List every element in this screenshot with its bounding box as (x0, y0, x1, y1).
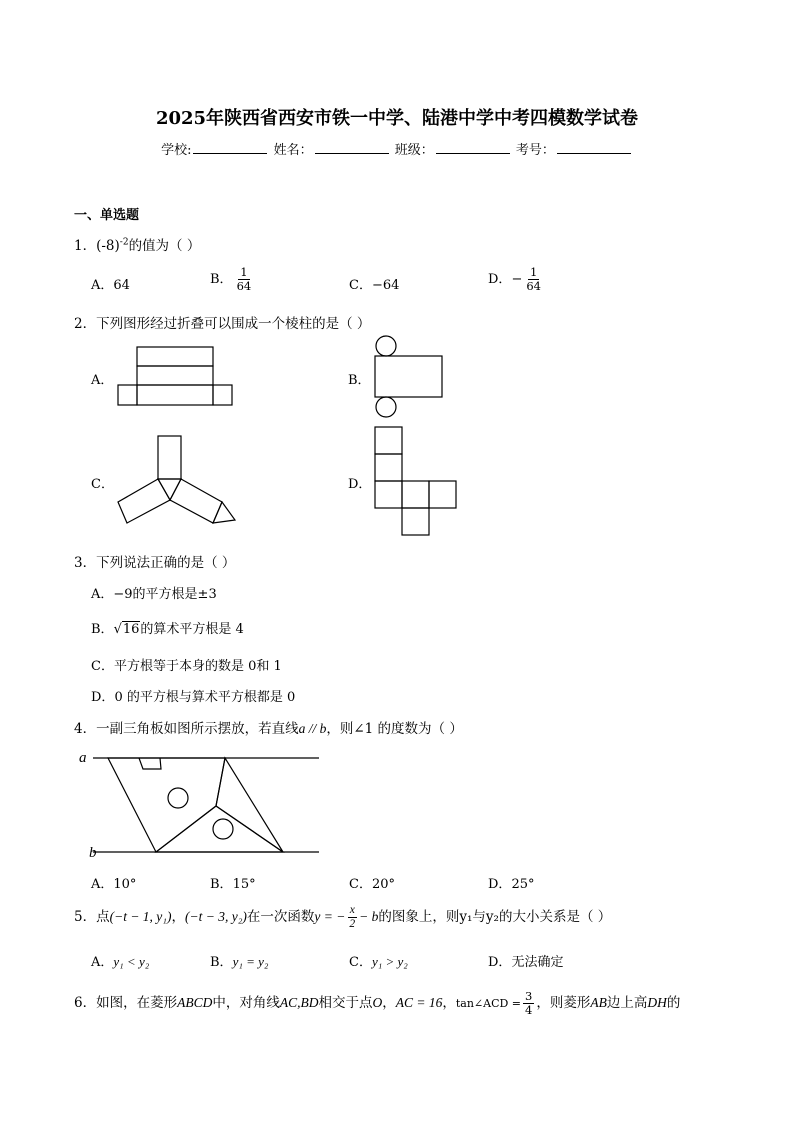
q2-net-b (373, 335, 445, 419)
question-4-stem: 4．一副三角板如图所示摆放，若直线a // b，则∠1 的度数为（ ） (74, 721, 463, 737)
class-label: 班级： (394, 143, 434, 158)
q1-option-b[interactable]: B． $\frac{1}{64}$ (210, 265, 252, 293)
q1-base: (-8) (96, 238, 120, 254)
q3-option-d[interactable]: D．0 的平方根与算术平方根都是 0 (91, 690, 296, 705)
q5-fraction: $\frac{x}{2}$ (349, 904, 356, 930)
question-3-stem: 3．下列说法正确的是（ ） (74, 555, 236, 571)
q2-net-a (117, 345, 235, 407)
q1-option-a[interactable]: A．64 (91, 278, 130, 293)
q2-option-c-label[interactable]: C． (91, 477, 114, 492)
q5-point-2: (−t − 3, y₂) (185, 909, 247, 924)
q4-parallel-condition: a // b (298, 721, 327, 736)
student-info-line (0, 139, 794, 158)
q2-net-d (374, 426, 460, 536)
name-label: 姓名： (273, 143, 313, 158)
q5-option-c[interactable]: C．y₁ > y₂ (349, 954, 408, 970)
exam-no-blank[interactable] (557, 141, 631, 154)
q1-option-c[interactable]: C．−64 (349, 278, 400, 293)
line-b-label: b (89, 845, 97, 861)
q5-point-1: (−t − 1, y₁) (109, 909, 172, 924)
section-heading: 一、单选题 (74, 208, 140, 223)
question-2-stem: 2．下列图形经过折叠可以围成一个棱柱的是（ ） (74, 316, 371, 332)
question-6-stem: 6．如图，在菱形ABCD中，对角线AC,BD相交于点O，AC = 16，tan∠ACD = $\frac{3}{4}$ ，则菱形AB边上高DH的 (74, 989, 681, 1017)
q3-option-c[interactable]: C．平方根等于本身的数是 0和 1 (91, 659, 282, 674)
q1-exponent: -2 (119, 237, 129, 248)
question-5-stem: 5．点(−t − 1, y₁)，(−t − 3, y₂)在一次函数y = − $\frac{x}{2}$ − b的图象上，则y₁与y₂的大小关系是（ ） (74, 904, 612, 930)
q1-tail: 的值为（ ） (128, 238, 201, 254)
line-a-label: a (79, 750, 87, 766)
q4-option-b[interactable]: B．15° (210, 877, 256, 892)
exam-no-label: 考号： (515, 143, 555, 158)
q4-triangle-diagram (76, 745, 326, 863)
q2-option-a-label[interactable]: A． (91, 373, 114, 388)
question-1-number: 1． (74, 238, 97, 254)
name-blank[interactable] (315, 141, 389, 154)
q3-option-b[interactable]: B．√16的算术平方根是 4 (91, 622, 244, 637)
q5-option-b[interactable]: B．y₁ = y₂ (210, 954, 269, 970)
q4-option-d[interactable]: D．25° (488, 877, 535, 892)
school-blank[interactable] (193, 141, 267, 154)
q4-option-a[interactable]: A．10° (91, 877, 137, 892)
q1-d-fraction: $\frac{1}{64}$ (526, 265, 541, 293)
school-label: 学校: (161, 143, 192, 158)
q2-option-b-label[interactable]: B． (348, 373, 371, 388)
q3-radicand: 16 (122, 622, 140, 637)
q6-tan-fraction: $\frac{3}{4}$ (525, 989, 533, 1017)
q2-net-c (117, 434, 239, 526)
q1-b-fraction: $\frac{1}{64}$ (236, 265, 252, 293)
q5-option-d[interactable]: D．无法确定 (488, 955, 564, 970)
q2-option-d-label[interactable]: D． (348, 477, 372, 492)
q3-option-a[interactable]: A．−9的平方根是±3 (91, 587, 217, 602)
exam-title: 2025年陕西省西安市铁一中学、陆港中学中考四模数学试卷 (155, 108, 639, 129)
q5-option-a[interactable]: A．y₁ < y₂ (91, 954, 150, 970)
question-1-stem (74, 234, 200, 254)
q4-option-c[interactable]: C．20° (349, 877, 395, 892)
q1-option-d[interactable]: D．− $\frac{1}{64}$ (488, 265, 541, 293)
class-blank[interactable] (436, 141, 510, 154)
